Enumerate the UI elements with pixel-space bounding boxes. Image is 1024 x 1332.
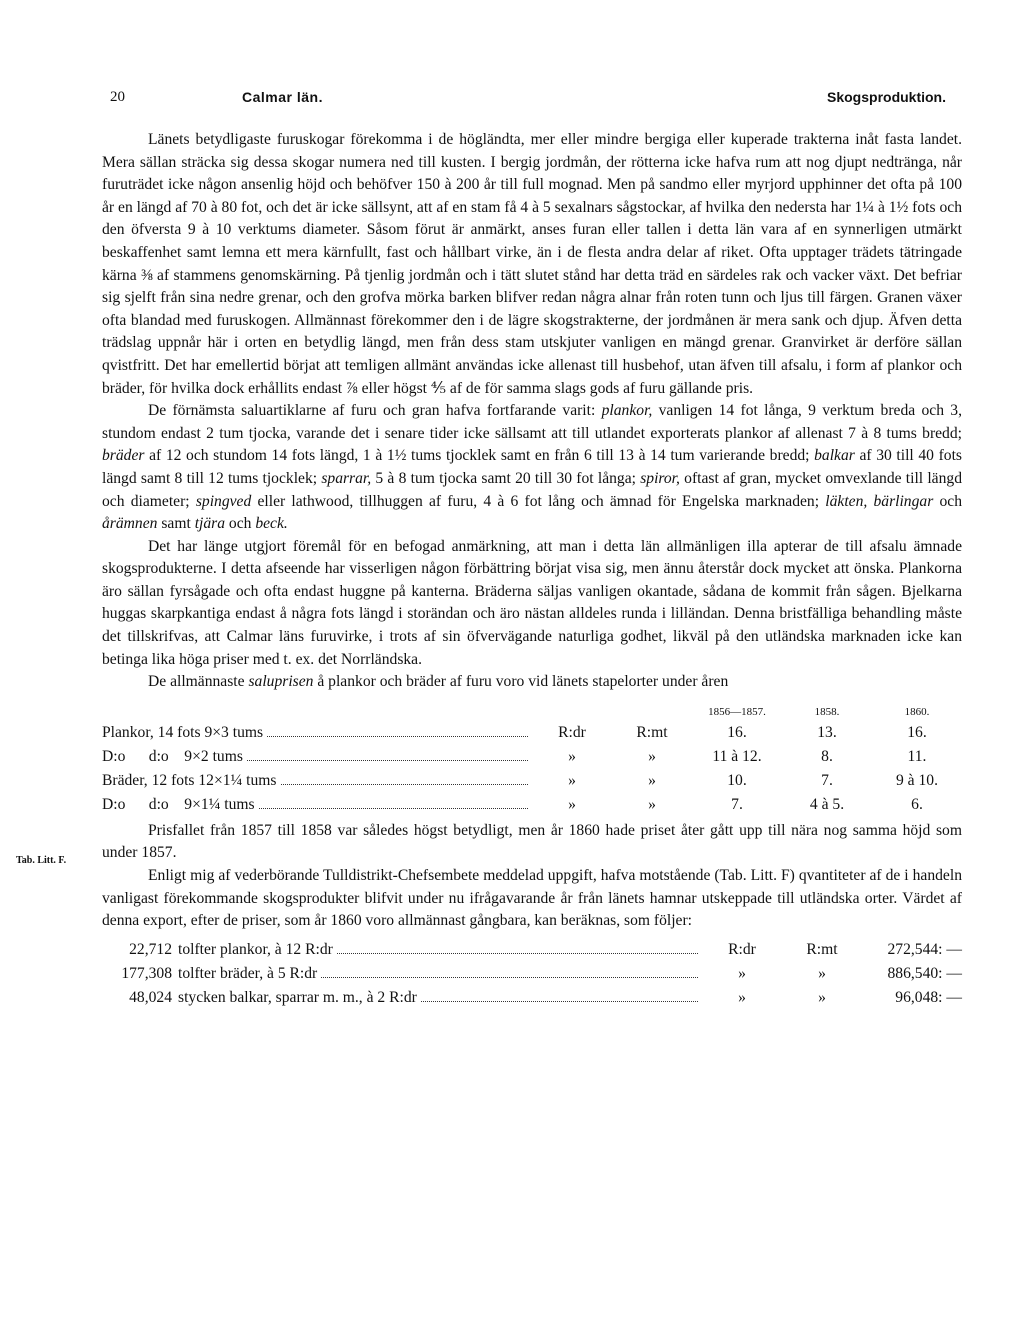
paragraph-export: Enligt mig af vederbörande Tulldistrikt-Chefsembete meddelad uppgift, hafva motstående (Tab. Litt. F) qvantiteter af de i handeln vanligast förekommande skogsprodukter blifvit under nu ifrågavarande år från länets hamnar utskeppade till utländska orter. Värdet af denna export, efter de priser, som år 1860 voro allmännast gångbara, kan beräknas, som följer: (102, 867, 962, 930)
table-row: Plankor, 14 fots 9×3 tums R:dr R:mt 16. 13. 16. (102, 723, 927, 741)
document-page (16, 85, 962, 1007)
body-text (102, 129, 962, 694)
table-row: 48,024 stycken balkar, sparrar m. m., à 2 R:dr » » 96,048: — (129, 988, 962, 1006)
price-table (102, 698, 962, 814)
table-row: 177,308 tolfter bräder, à 5 R:dr » » 886,540: — (121, 964, 962, 982)
table-row: D:o d:o 9×2 tums » » 11 à 12. 8. 11. (102, 747, 927, 765)
paragraph-remark: Det har länge utgjort föremål för en befogad anmärkning, att man i detta län allmänligen illa apterar de till afsalu ämnade skogsprodukterne. I detta afseende har visserligen någon förbättring börjat visa sig, men ännu återstår dock mycket att önska. Plankorna äro sällan fyrsågade och ofta endast huggne på kanterna. Bräderna säljas vanligen okantade, sådana de kommit från sågen. Bjelkarna huggas skarpkantiga endast å några fots längd i storändan och äro nästan alldeles runda i lilländan. Denna bristfälliga behandling måste det tillskrifvas, att Calmar läns furuvirke, i trots af sin öfvervägande naturliga godhet, likväl på den utländska marknaden icke kan betinga lika höga priser med t. ex. det Norrländska. (102, 537, 962, 668)
header-right-title: Skogsproduktion. (827, 89, 946, 105)
paragraph-price-drop: Prisfallet från 1857 till 1858 var således högst betydligt, men år 1860 hade priset åter gått upp till nära nog samma höjd som under 1857. (102, 821, 962, 862)
page-number: 20 (110, 89, 125, 105)
header-left-title: Calmar län. (242, 89, 323, 105)
margin-note: Tab. Litt. F. (16, 854, 67, 866)
paragraph-forests: Länets betydligaste furuskogar förekomma i de högländta, mer eller mindre bergiga eller kuperade trakterna inåt fasta landet. Mera sällan sträcka sig dessa skogar numera ned till kusten. I bergig jordmån, der rötterna icke hafva rum att nog djupt nedtränga, når furuträdet icke någon ansenlig höjd och behöfver 150 à 200 år till full mognad. Men på sandmo eller myrjord upphinner det ofta på 100 år en längd af 70 à 80 fot, och det är icke sällsynt, att af en stam få 4 à 5 sexalnars sågstockar, af hvilka den nedersta har 1¼ à 1½ fots och den öfversta 9 à 10 verktums diameter. Såsom förut är anmärkt, anses furan eller tallen i detta län vara af en synnerligen utmärkt beskaffenhet samt lemna ett mera kärnfullt, fast och hållbart virke, än i de flesta andra delar af riket. Ofta upptager trädets tätringade kärna ⅜ af stammens genomskärning. På tjenlig jordmån och i tätt slutet stånd har detta träd en särdeles rak och vacker växt. Det befriar sig sjelft från sina nedre grenar, och den grofva mörka barken blifver redan några alnar från roten tunn och ljus till färgen. Granen växer ofta blandad med furuskogen. Allmännast förekommer den i de lägre skogstrakterne, der jordmånen är mera sank och djup. Äfven detta trädslag uppnår här i orten en betydlig längd, men från dess stam utskjuter vanligen en mängd grenar. Granvirket är derföre sällan qvistfritt. Det har emellertid börjat att temligen allmänt användas icke allenast till husbehof, utan äfven till afsalu, i form af plankor och bräder, för hvilka dock erhållits endast ⅞ eller högst ⅘ af de för samma slags gods af furu gällande pris. (102, 131, 962, 397)
year-header-1860: 1860. (904, 705, 930, 718)
year-header-1856: 1856—1857. (708, 705, 766, 718)
table-row: 22,712 tolfter plankor, à 12 R:dr R:dr R:mt 272,544: — (129, 940, 962, 958)
body-text-lower (16, 820, 962, 933)
price-table-header (102, 698, 962, 718)
export-table (102, 935, 962, 1007)
year-header-1858: 1858. (814, 705, 840, 718)
table-row: D:o d:o 9×1¼ tums » » 7. 4 à 5. 6. (102, 795, 923, 813)
paragraph-articles: De förnämsta saluartiklarne af furu och gran hafva fortfarande varit: plankor, vanligen 14 fot långa, 9 verktum breda och 3, stundom endast 2 tum tjocka, varande det i senare tider icke sällsamt att till utlandet exporterats plankor af allenast 7 à 8 tums bredd; bräder af 12 och stundom 14 fots längd, 1 à 1½ tums tjocklek samt en från 6 till 13 à 14 tum varierande bredd; balkar af 30 till 40 fots längd samt 8 till 12 tums tjocklek; sparrar, 5 à 8 tum tjocka samt 20 till 30 fot långa; spiror, oftast af gran, mycket omvexlande till längd och diameter; spingved eller lathwood, tillhuggen af furu, 4 à 6 fot lång och ämnad för Engelska marknaden; läkten, bärlingar och årämnen samt tjära och beck. (102, 402, 962, 533)
table-row: Bräder, 12 fots 12×1¼ tums » » 10. 7. 9 à 10. (102, 771, 938, 789)
paragraph-prices-intro: De allmännaste saluprisen å plankor och bräder af furu voro vid länets stapelorter under åren (148, 673, 729, 691)
page-header (102, 85, 962, 111)
